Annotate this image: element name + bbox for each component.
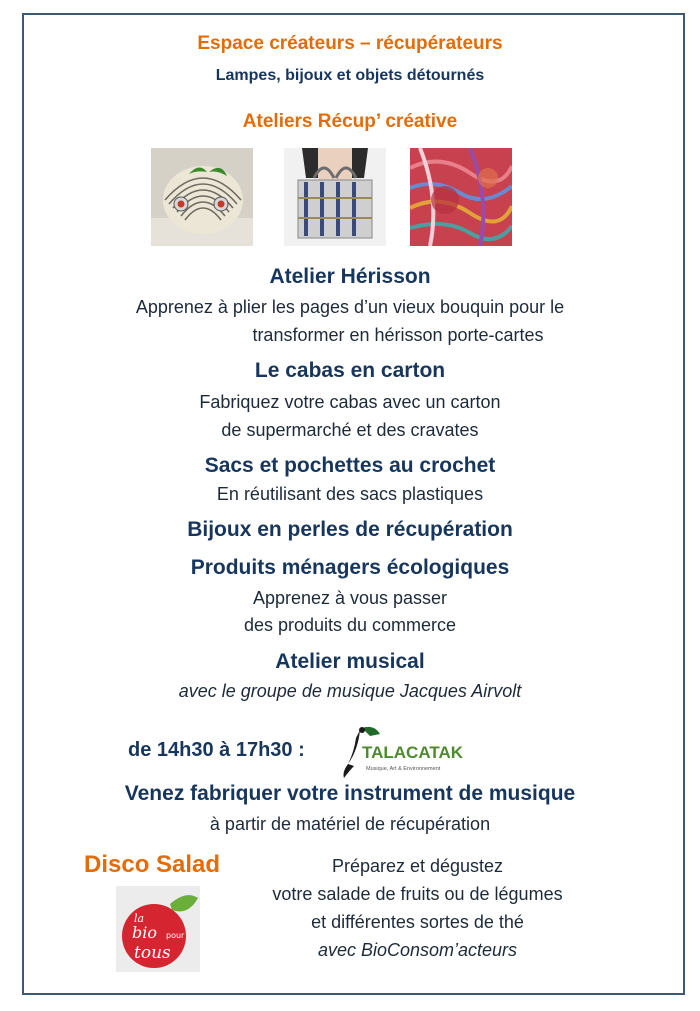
- disco-partner: avec BioConsom’acteurs: [317, 940, 518, 960]
- bio-logo-pour: pour: [166, 931, 185, 940]
- bio-logo-tous: tous: [134, 943, 171, 963]
- workshop-description-line: avec le groupe de musique Jacques Airvolt: [178, 681, 522, 701]
- workshop-title-produits: Produits ménagers écologiques: [190, 556, 510, 579]
- disco-title: Disco Salad: [84, 851, 221, 878]
- bio-logo-la: la: [134, 912, 145, 925]
- session-time: de 14h30 à 17h30 :: [128, 739, 305, 761]
- workshop-description-line: Apprenez à vous passer: [252, 588, 448, 608]
- workshop-title-crochet: Sacs et pochettes au crochet: [204, 454, 496, 477]
- workshop-title-bijoux: Bijoux en perles de récupération: [187, 518, 513, 541]
- disco-line: et différentes sortes de thé: [311, 912, 524, 932]
- talacatak-logo: [340, 724, 470, 782]
- cardboard-tote-bag-photo: [284, 148, 386, 246]
- workshop-title-musical: Atelier musical: [275, 650, 425, 673]
- workshop-description-line: Apprenez à plier les pages d’un vieux bouquin pour le: [135, 297, 565, 317]
- workshop-description-line: des produits du commerce: [243, 615, 457, 635]
- workshop-title-herisson: Atelier Hérisson: [269, 265, 431, 288]
- disco-line: Préparez et dégustez: [331, 856, 504, 876]
- poster-subtitle: Lampes, bijoux et objets détournés: [215, 67, 485, 84]
- workshop-description-line: En réutilisant des sacs plastiques: [216, 484, 484, 504]
- section-title: Ateliers Récup’ créative: [242, 111, 458, 132]
- music-detail: à partir de matériel de récupération: [209, 814, 491, 834]
- workshop-title-cabas: Le cabas en carton: [254, 359, 446, 382]
- talacatak-logo-name: TALACATAK: [362, 743, 464, 762]
- poster-title: Espace créateurs – récupérateurs: [197, 33, 503, 54]
- talacatak-logo-tagline: Musique, Art & Environnement: [366, 766, 441, 772]
- disco-line: votre salade de fruits ou de légumes: [272, 884, 563, 904]
- crochet-plastic-bags-photo: [410, 148, 512, 246]
- folded-book-hedgehog-photo: [151, 148, 253, 246]
- la-bio-pour-tous-logo: [116, 886, 200, 972]
- music-headline: Venez fabriquer votre instrument de musique: [124, 782, 576, 805]
- workshop-description-line: Fabriquez votre cabas avec un carton: [199, 392, 501, 412]
- workshop-description-line: transformer en hérisson porte-cartes: [252, 325, 544, 345]
- workshop-description-line: de supermarché et des cravates: [221, 420, 479, 440]
- bio-logo-bio: bio: [132, 923, 157, 942]
